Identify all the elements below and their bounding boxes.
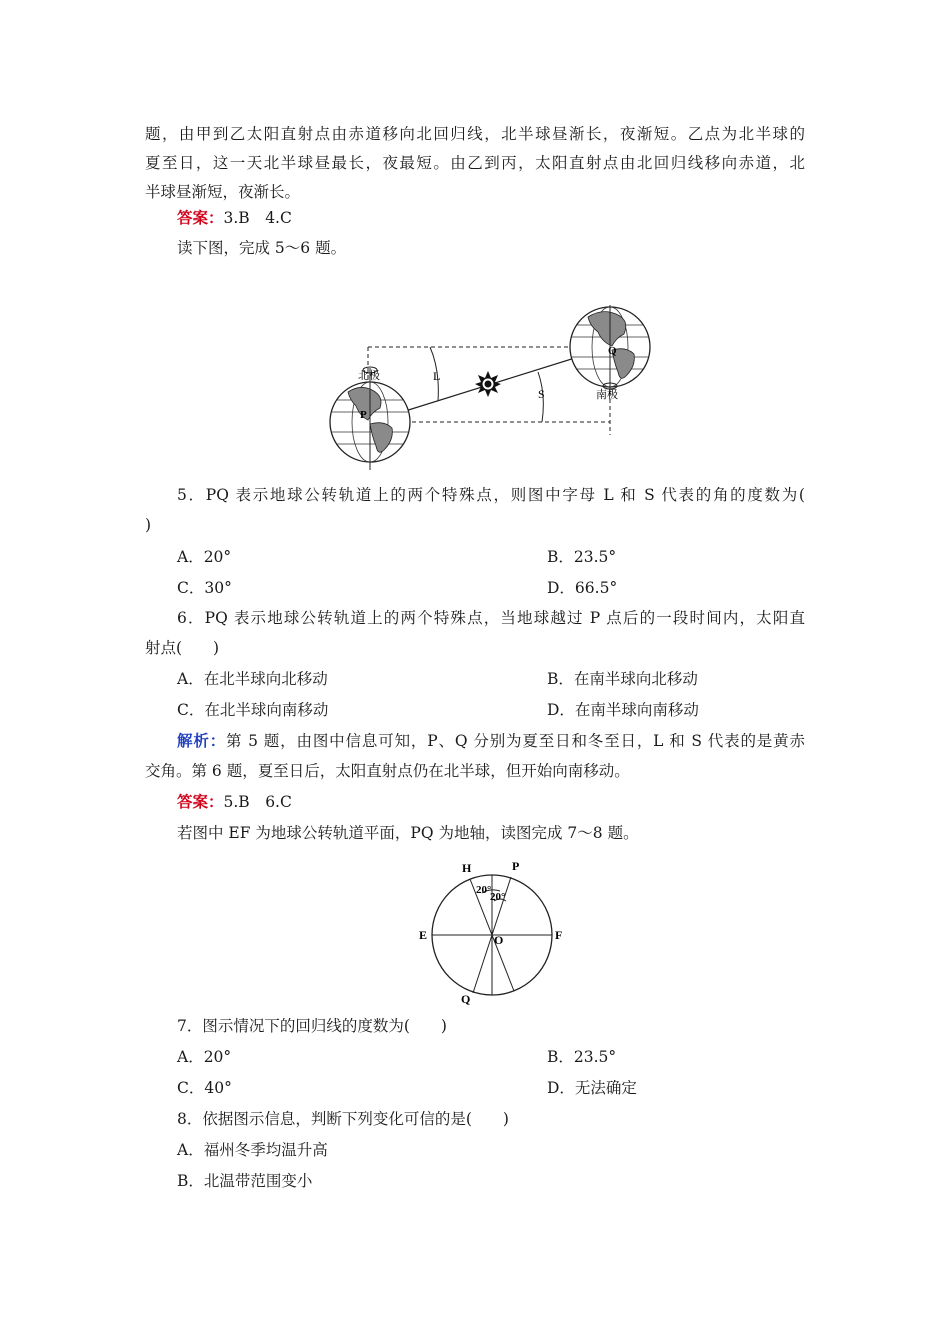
angle-label-1: 20° [476, 884, 492, 896]
intro-line-1: 题，由甲到乙太阳直射点由赤道移向北回归线，北半球昼渐长，夜渐短。乙点为北半球的 [145, 125, 805, 143]
q5-option-a[interactable]: A．20° [177, 548, 232, 566]
analysis-text-1: 第 5 题，由图中信息可知，P、Q 分别为夏至日和冬至日，L 和 S 代表的是黄赤 [226, 732, 805, 750]
q7-option-b[interactable]: B．23.5° [547, 1048, 617, 1066]
label-P: P [360, 409, 367, 421]
answer-3-4 [177, 208, 292, 228]
prompt-5-6: 读下图，完成 5～6 题。 [177, 239, 347, 257]
intro-line-3: 半球昼渐短，夜渐长。 [145, 183, 301, 201]
orbit-diagram [320, 300, 660, 472]
label-F: F [555, 928, 563, 942]
earth-left-globe [330, 367, 410, 470]
earth-right-globe [570, 305, 650, 401]
q8-stem: 8．依据图示信息，判断下列变化可信的是( ) [177, 1110, 509, 1128]
north-pole-label: 北极 [358, 370, 380, 382]
analysis-line-2: 交角。第 6 题，夏至日后，太阳直射点仍在北半球，但开始向南移动。 [145, 762, 630, 780]
analysis-line-1 [177, 731, 805, 751]
q6-stem-1: 6．PQ 表示地球公转轨道上的两个特殊点，当地球越过 P 点后的一段时间内，太阳直 [177, 609, 805, 627]
q6-option-b[interactable]: B．在南半球向北移动 [547, 670, 698, 688]
q7-option-c[interactable]: C．40° [177, 1079, 232, 1097]
q5-option-b[interactable]: B．23.5° [547, 548, 617, 566]
q6-option-d[interactable]: D．在南半球向南移动 [547, 701, 699, 719]
label-E: E [419, 928, 428, 942]
q7-option-a[interactable]: A．20° [177, 1048, 232, 1066]
q8-option-b[interactable]: B．北温带范围变小 [177, 1172, 313, 1190]
label-H: H [462, 861, 472, 875]
label-O: O [494, 933, 504, 947]
answer-label: 答案： [177, 208, 224, 227]
q6-option-c[interactable]: C．在北半球向南移动 [177, 701, 329, 719]
south-pole-label: 南极 [596, 389, 618, 401]
q5-option-d[interactable]: D．66.5° [547, 579, 618, 597]
q6-stem-2: 射点( ) [145, 639, 220, 657]
axis-diagram [410, 855, 580, 1007]
sun-icon [475, 371, 501, 397]
q5-option-c[interactable]: C．30° [177, 579, 232, 597]
q7-option-d[interactable]: D．无法确定 [547, 1079, 637, 1097]
label-P: P [512, 859, 520, 873]
intro-line-2: 夏至日，这一天北半球昼最长，夜最短。由乙到丙，太阳直射点由北回归线移向赤道，北 [145, 154, 805, 172]
label-L: L [433, 369, 441, 383]
label-S: S [538, 387, 545, 401]
q8-option-a[interactable]: A．福州冬季均温升高 [177, 1141, 328, 1159]
answer-text: 5.B 6.C [223, 793, 292, 811]
q6-option-a[interactable]: A．在北半球向北移动 [177, 670, 328, 688]
analysis-label: 解析： [177, 731, 227, 750]
q7-stem: 7．图示情况下的回归线的度数为( ) [177, 1017, 447, 1035]
angle-label-2: 20° [490, 891, 506, 903]
label-Q: Q [461, 992, 471, 1006]
answer-5-6 [177, 792, 292, 812]
answer-label: 答案： [177, 792, 224, 811]
q5-stem-1: 5．PQ 表示地球公转轨道上的两个特殊点，则图中字母 L 和 S 代表的角的度数为( [177, 486, 805, 504]
q5-stem-2: ) [145, 516, 152, 534]
label-Q: Q [608, 345, 617, 357]
prompt-7-8: 若图中 EF 为地球公转轨道平面，PQ 为地轴，读图完成 7～8 题。 [177, 824, 639, 842]
answer-text: 3.B 4.C [223, 209, 292, 227]
